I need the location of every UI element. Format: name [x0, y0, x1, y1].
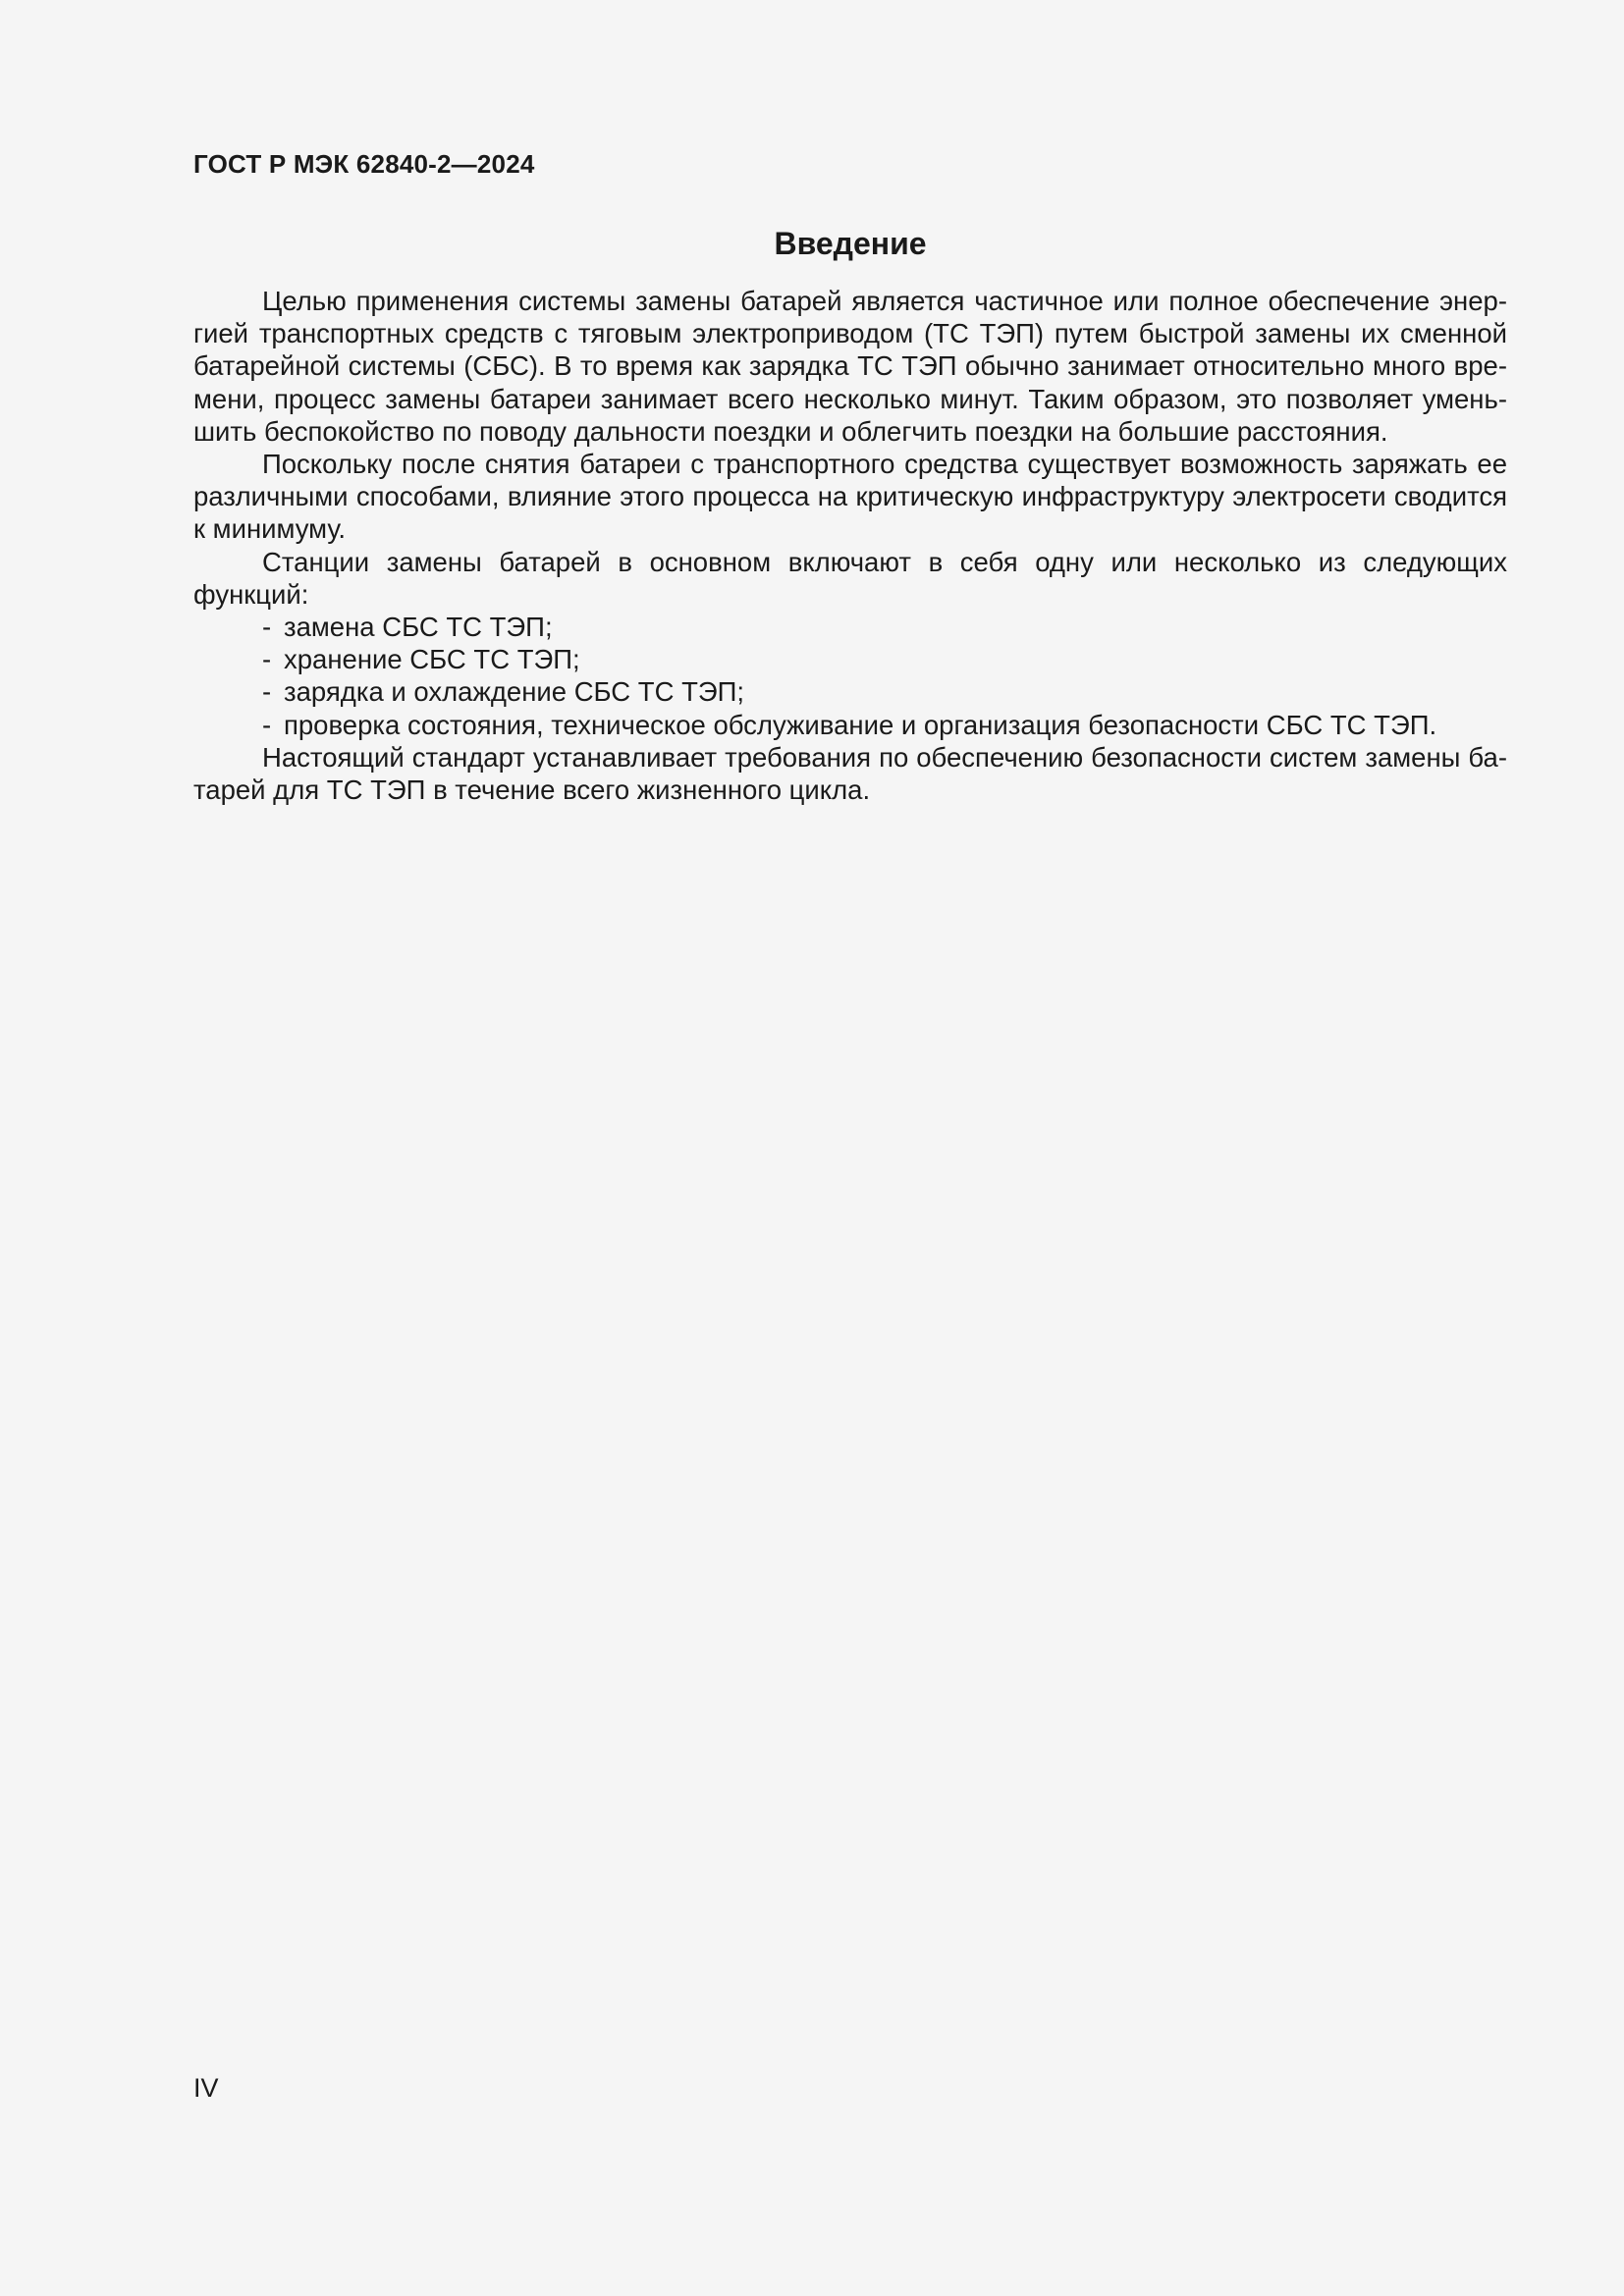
function-list [193, 611, 1507, 741]
paragraph: Настоящий стандарт устанавливает требования по обеспечению безопасности систем замены батарей для ТС ТЭП в течение всего жизненного цикла. [193, 741, 1507, 806]
list-marker: - [262, 612, 272, 643]
list-item [193, 709, 1507, 741]
list-item-text: замена СБС ТС ТЭП; [284, 612, 553, 643]
body-text [193, 285, 1507, 806]
list-marker: - [262, 709, 272, 740]
list-item-text: зарядка и охлаждение СБС ТС ТЭП; [284, 676, 745, 708]
document-code: ГОСТ Р МЭК 62840-2—2024 [193, 149, 535, 179]
list-item [193, 643, 1507, 675]
list-marker: - [262, 644, 272, 675]
paragraph: Целью применения системы замены батарей является частичное или полное обеспечение энергией транспортных средств с тяговым электроприводом (ТС ТЭП) путем быстрой замены их сменной батарейной системы (СБС). В то время как зарядка ТС ТЭП обычно занимает относительно много времени, процесс замены батареи занимает всего несколько минут. Таким образом, это позволяет уменьшить беспокойство по поводу дальности поездки и облегчить поездки на большие расстояния. [193, 286, 1507, 447]
list-item-text: проверка состояния, техническое обслуживание и организация безопасности СБС ТС ТЭП. [284, 709, 1437, 740]
list-item [193, 611, 1507, 643]
section-title: Введение [774, 226, 927, 261]
page-number: IV [193, 2073, 219, 2103]
paragraph: Поскольку после снятия батареи с транспортного средства существует возможность заряжать ее различными способами, влияние этого процесса на критическую инфраструктуру электросети сводится к минимуму. [193, 449, 1507, 545]
list-item [193, 675, 1507, 708]
list-marker: - [262, 676, 272, 708]
paragraph: Станции замены батарей в основном включают в себя одну или несколько из следующих функций: [193, 546, 1507, 610]
list-item-text: хранение СБС ТС ТЭП; [284, 644, 580, 675]
